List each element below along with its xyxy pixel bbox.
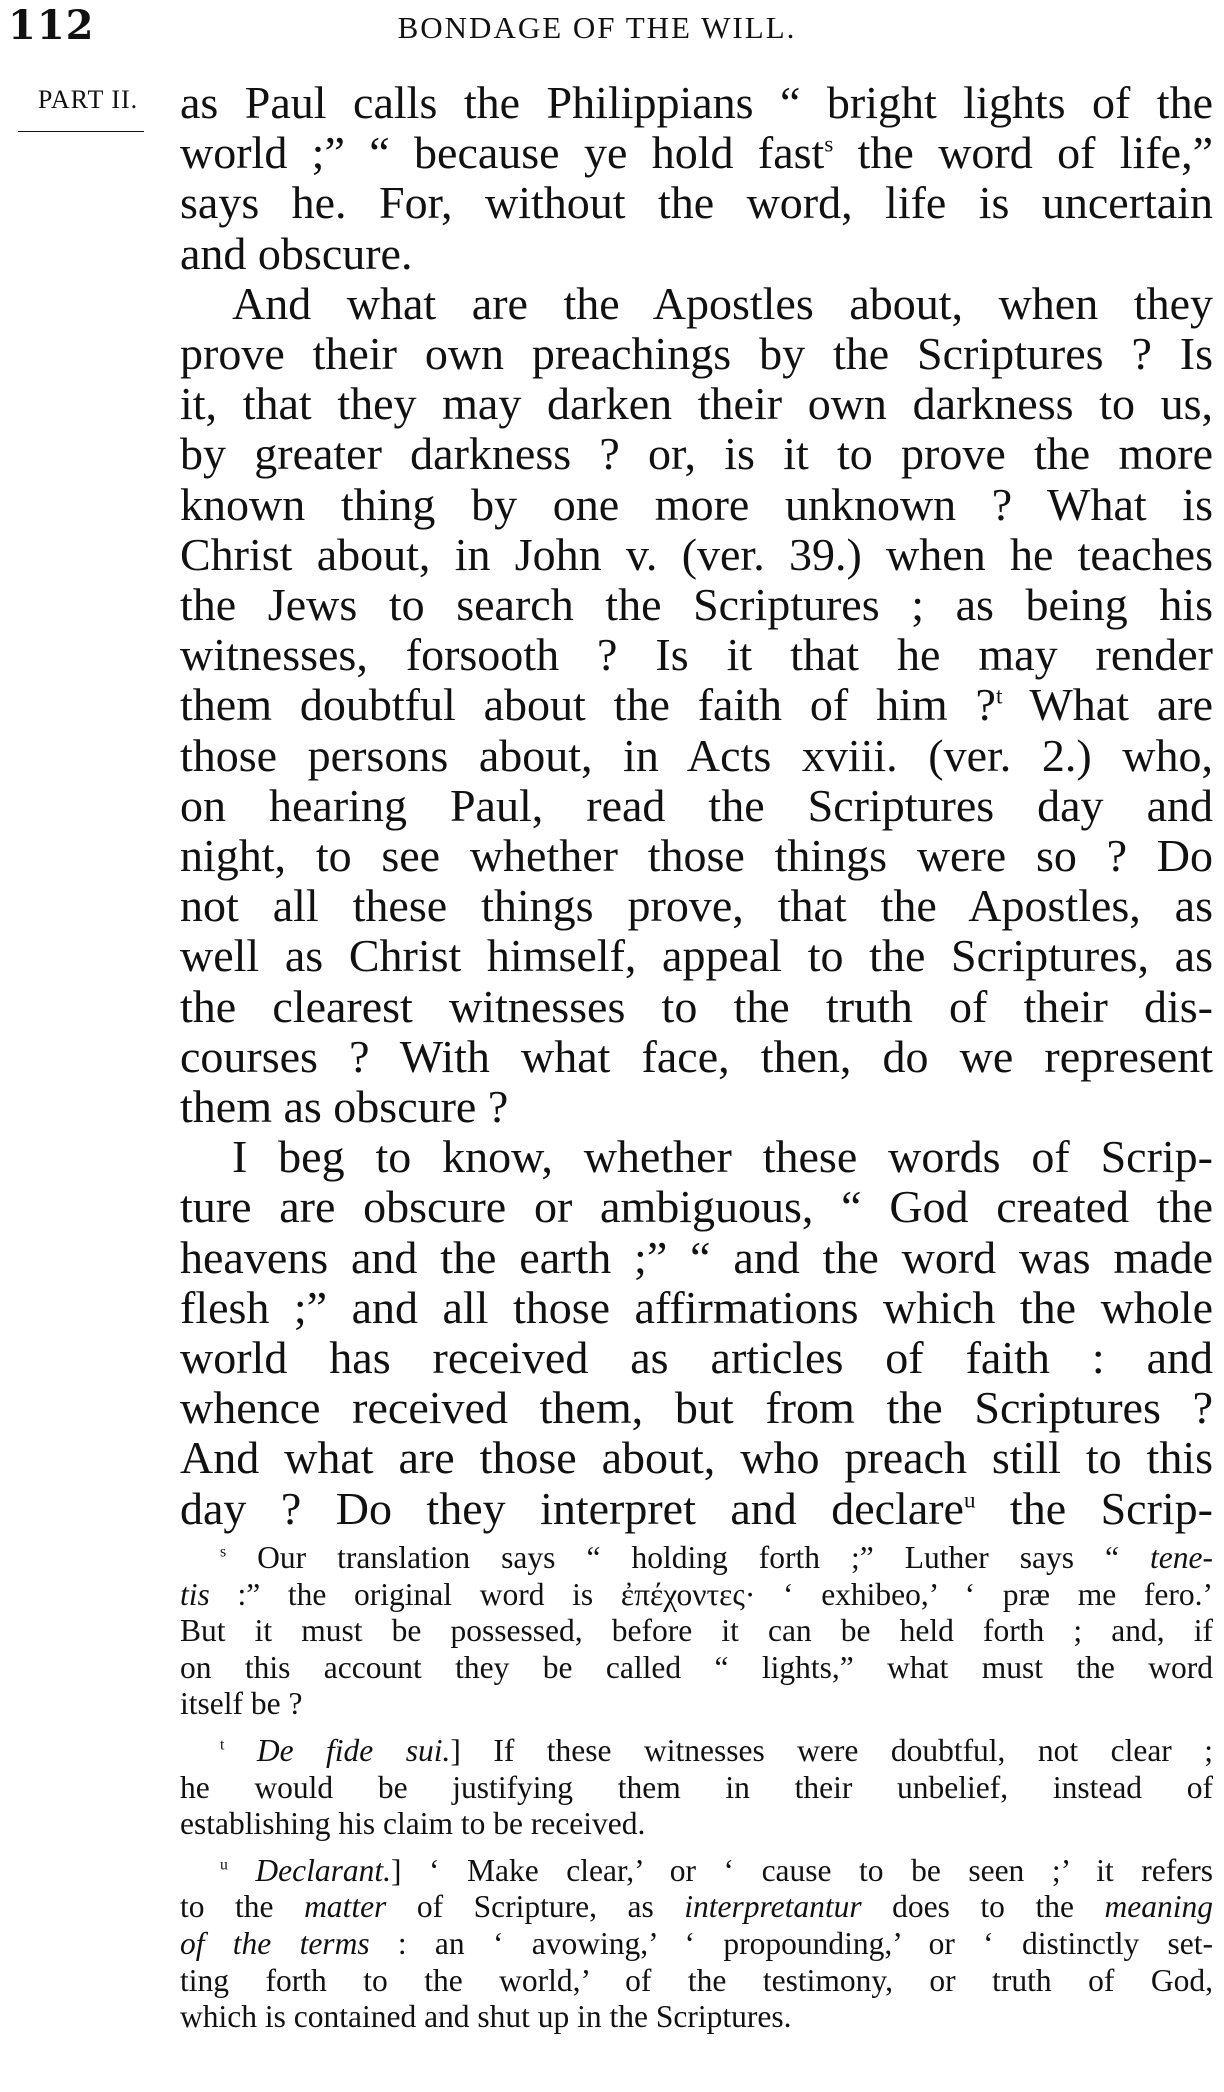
body-line: on hearing Paul, read the Scriptures day and	[180, 780, 1213, 831]
body-line: And what are those about, who preach still to this	[180, 1433, 1213, 1484]
body-line: and obscure.	[180, 228, 413, 279]
body-line: prove their own preachings by the Scriptures ? Is	[180, 329, 1213, 380]
body-line: I beg to know, whether these words of Scrip-	[232, 1132, 1213, 1183]
body-line: them doubtful about the faith of him ?$^t$ What are	[180, 680, 1213, 731]
body-line: those persons about, in Acts xviii. (ver. 2.) who,	[180, 730, 1213, 781]
body-line: world has received as articles of faith : and	[180, 1333, 1213, 1384]
body-line: by greater darkness ? or, is it to prove the more	[180, 429, 1213, 480]
body-line: courses ? With what face, then, do we represent	[180, 1031, 1213, 1082]
body-line: ture are obscure or ambiguous, “ God created the	[180, 1182, 1213, 1233]
body-line: Christ about, in John v. (ver. 39.) when he teaches	[180, 529, 1213, 580]
body-line: them as obscure ?	[180, 1082, 509, 1133]
body-line: whence received them, but from the Scriptures ?	[180, 1383, 1213, 1434]
part-label: PART II.	[37, 85, 139, 114]
footnote-line: itself be ?	[180, 1686, 303, 1722]
body-line: heavens and the earth ;” “ and the word was made	[180, 1232, 1213, 1283]
body-line: the clearest witnesses to the truth of their dis-	[180, 981, 1213, 1032]
body-line: flesh ;” and all those affirmations which the whole	[180, 1282, 1213, 1333]
body-line: night, to see whether those things were so ? Do	[180, 831, 1213, 882]
footnote-line: $^s$ Our translation says “ holding forth ;” Luther says “ tene-	[220, 1540, 1213, 1575]
footnote-s	[180, 1540, 1213, 1723]
footnote-line: on this account they be called “ lights,” what must the word	[180, 1649, 1213, 1685]
body-line: day ? Do they interpret and declare$^u$ the Scrip-	[180, 1483, 1213, 1534]
body-line: it, that they may darken their own darkness to us,	[180, 379, 1213, 430]
running-title: BONDAGE OF THE WILL.	[397, 10, 797, 45]
body-line: as Paul calls the Philippians “ bright lights of the	[180, 78, 1213, 128]
body-line: not all these things prove, that the Apostles, as	[180, 881, 1213, 932]
footnote-line: establishing his claim to be received.	[180, 1806, 646, 1842]
body-line: And what are the Apostles about, when they	[232, 278, 1213, 329]
margin-note	[8, 85, 168, 132]
footnote-line: which is contained and shut up in the Scriptures.	[180, 1999, 792, 2035]
footnote-t	[180, 1733, 1213, 1843]
footnote-line: to the matter of Scripture, as interpretantur does to the meaning	[180, 1889, 1213, 1925]
footnote-line: But it must be possessed, before it can be held forth ; and, if	[180, 1613, 1213, 1649]
footnote-line: tis :” the original word is ἐπέχοντες· ‘ exhibeo,’ ‘ præ me fero.’	[180, 1576, 1213, 1612]
page-header	[8, 2, 1216, 58]
footnote-line: $^t$ De fide sui.] If these witnesses were doubtful, not clear ;	[220, 1732, 1213, 1768]
footnote-line: $^u$ Declarant.] ‘ Make clear,’ or ‘ cause to be seen ;’ it refers	[220, 1852, 1213, 1888]
page-number: 112	[8, 2, 95, 49]
footnotes	[180, 1540, 1213, 2036]
body-text	[180, 78, 1213, 1534]
footnote-line: ting forth to the world,’ of the testimony, or truth of God,	[180, 1962, 1213, 1998]
margin-rule	[18, 131, 144, 132]
body-line: says he. For, without the word, life is uncertain	[180, 178, 1213, 229]
body-line: the Jews to search the Scriptures ; as being his	[180, 580, 1213, 631]
body-line: world ;” “ because ye hold fast$^s$ the word of life,”	[180, 128, 1213, 179]
body-line: well as Christ himself, appeal to the Scriptures, as	[180, 931, 1213, 982]
body-line: witnesses, forsooth ? Is it that he may render	[180, 630, 1213, 681]
body-line: known thing by one more unknown ? What is	[180, 479, 1213, 530]
footnote-line: he would be justifying them in their unbelief, instead of	[180, 1769, 1213, 1805]
footnote-u	[180, 1853, 1213, 2036]
footnote-line: of the terms : an ‘ avowing,’ ‘ propounding,’ or ‘ distinctly set-	[180, 1925, 1213, 1961]
